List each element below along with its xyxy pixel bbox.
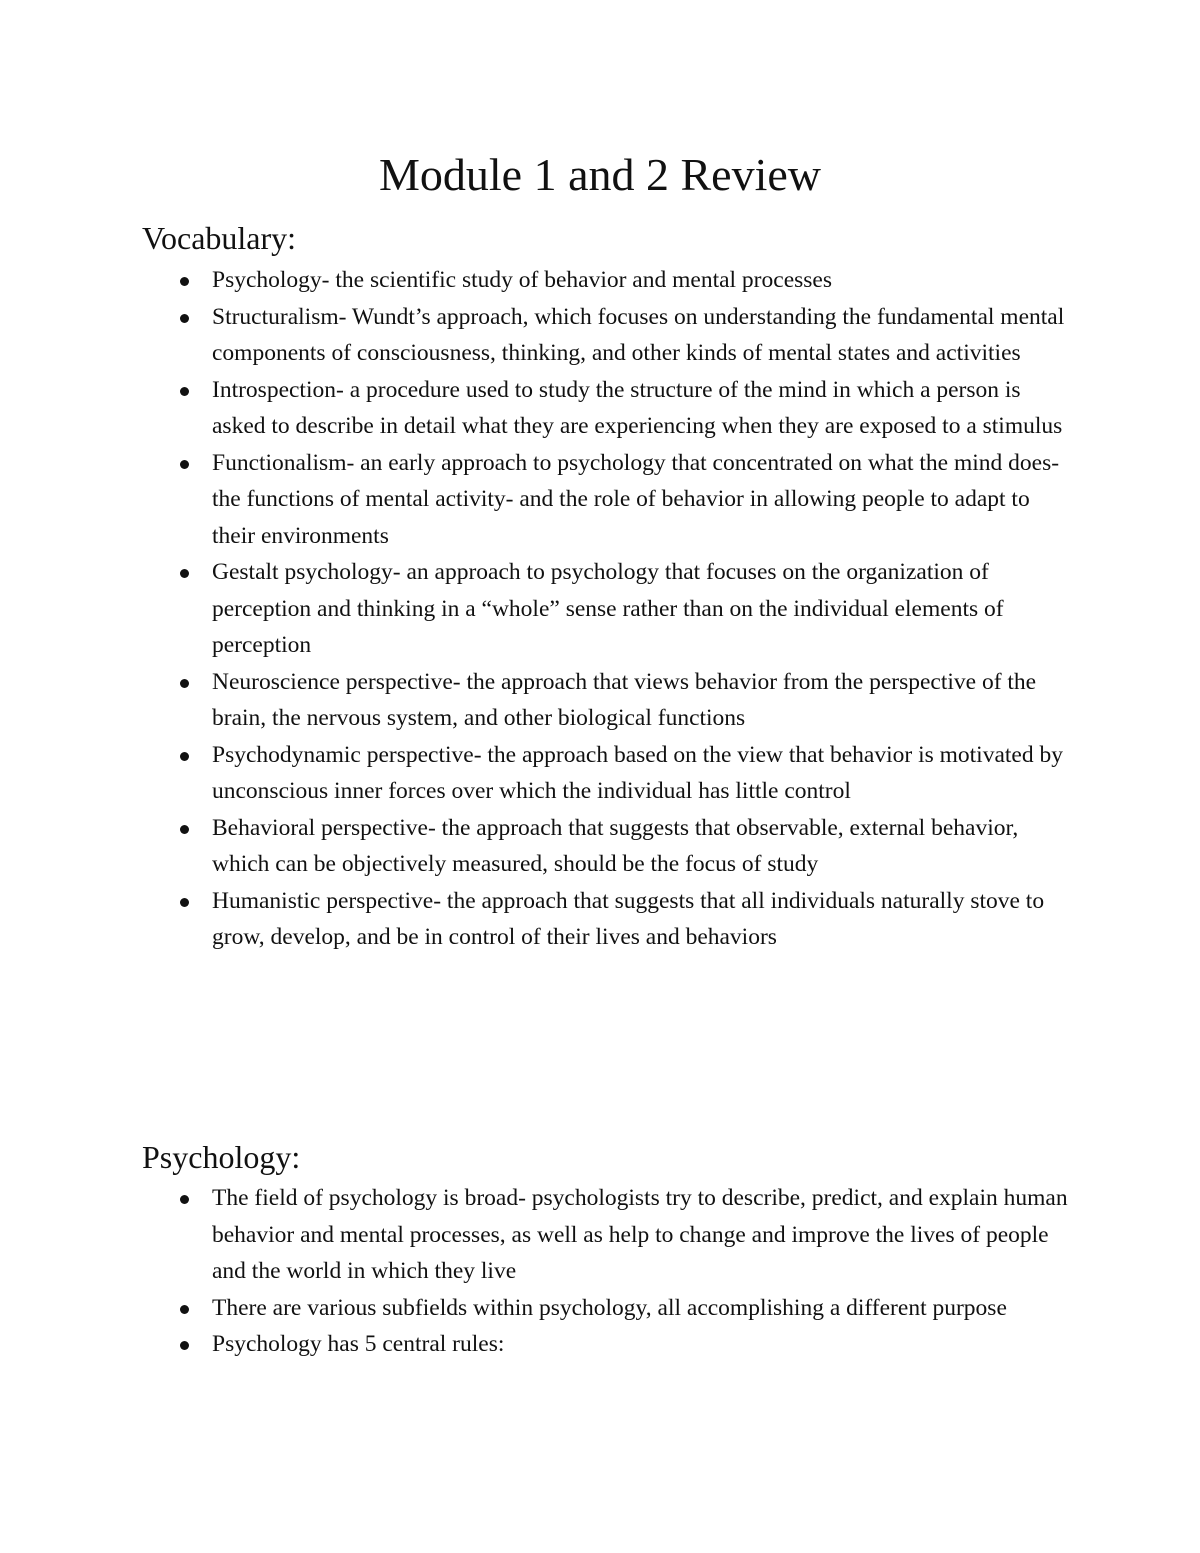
list-item xyxy=(142,262,1072,299)
list-item xyxy=(142,664,1072,737)
bullet-icon xyxy=(180,898,189,907)
list-item-text: There are various subfields within psychology, all accomplishing a different purpose xyxy=(212,1294,1007,1321)
bullet-icon xyxy=(180,314,189,323)
bullet-icon xyxy=(180,825,189,834)
list-item-text: Introspection- a procedure used to study the structure of the mind in which a person is asked to describe in detail what they are experiencing when they are exposed to a stimulus xyxy=(212,376,1063,439)
bullet-icon xyxy=(180,679,189,688)
list-item-text: Behavioral perspective- the approach that suggests that observable, external behavior, which can be objectively measured, should be the focus of study xyxy=(212,814,1019,877)
list-item xyxy=(142,1290,1072,1327)
list-item-text: Structuralism- Wundt’s approach, which focuses on understanding the fundamental mental components of consciousness, thinking, and other kinds of mental states and activities xyxy=(212,303,1065,366)
list-item-text: The field of psychology is broad- psychologists try to describe, predict, and explain human behavior and mental processes, as well as help to change and improve the lives of people and the world in which they live xyxy=(212,1185,1068,1284)
list-item xyxy=(142,554,1072,664)
bullet-icon xyxy=(180,1341,189,1350)
bullet-icon xyxy=(180,752,189,761)
list-item-text: Gestalt psychology- an approach to psychology that focuses on the organization of perception and thinking in a “whole” sense rather than on the individual elements of perception xyxy=(212,559,1004,658)
psychology-list xyxy=(142,1180,1072,1363)
bullet-icon xyxy=(180,1195,189,1204)
bullet-icon xyxy=(180,1305,189,1314)
list-item xyxy=(142,883,1072,956)
list-item-text: Psychodynamic perspective- the approach based on the view that behavior is motivated by unconscious inner forces over which the individual has little control xyxy=(212,741,1063,804)
bullet-icon xyxy=(180,460,189,469)
list-item xyxy=(142,1180,1072,1290)
list-item-text: Psychology- the scientific study of behavior and mental processes xyxy=(212,267,832,293)
list-item-text: Psychology has 5 central rules: xyxy=(212,1331,505,1357)
bullet-icon xyxy=(180,569,189,578)
page-title: Module 1 and 2 Review xyxy=(378,149,822,200)
list-item xyxy=(142,1326,1072,1363)
vocabulary-heading: Vocabulary: xyxy=(142,220,297,256)
vocabulary-list xyxy=(142,262,1072,956)
list-item-text: Functionalism- an early approach to psychology that concentrated on what the mind does- the functions of mental activity- and the role of behavior in allowing people to adapt to their environments xyxy=(212,449,1060,549)
bullet-icon xyxy=(180,387,189,396)
list-item xyxy=(142,299,1072,372)
psychology-heading: Psychology: xyxy=(142,1139,301,1175)
list-item xyxy=(142,810,1072,883)
list-item xyxy=(142,372,1072,445)
bullet-icon xyxy=(180,277,189,286)
list-item-text: Humanistic perspective- the approach that suggests that all individuals naturally stove to grow, develop, and be in control of their lives and behaviors xyxy=(212,887,1045,950)
list-item xyxy=(142,445,1072,555)
list-item-text: Neuroscience perspective- the approach that views behavior from the perspective of the brain, the nervous system, and other biological functions xyxy=(212,668,1037,731)
list-item xyxy=(142,737,1072,810)
